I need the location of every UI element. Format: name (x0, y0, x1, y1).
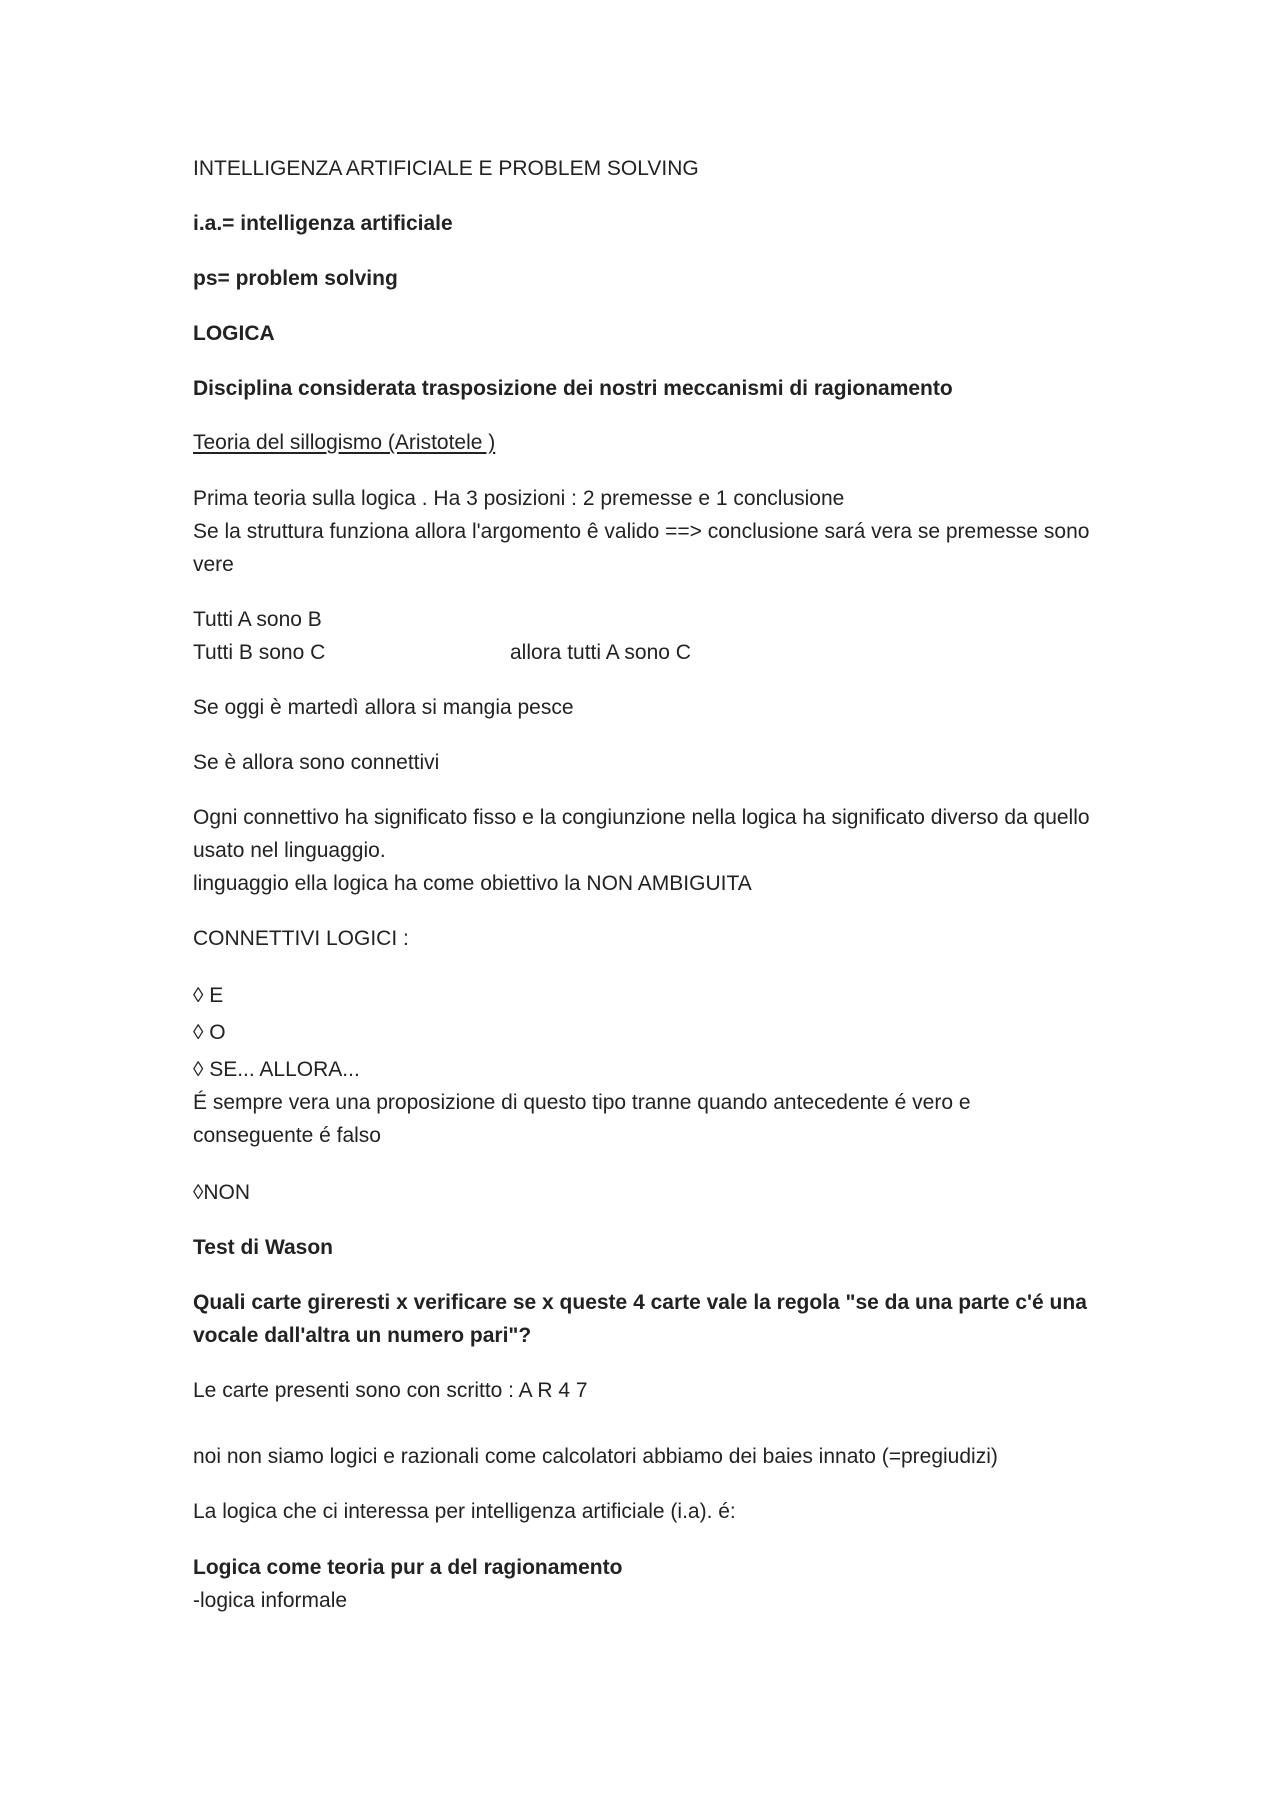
connettivo-paragraph-line-1: Ogni connettivo ha significato fisso e la congiunzione nella logica ha significato diverso da quello (193, 806, 1090, 829)
connettivi-note: Se è allora sono connettivi (193, 751, 440, 774)
wason-question-line-1: Quali carte gireresti x verificare se x queste 4 carte vale la regola "se da una parte c'é una (193, 1291, 1087, 1314)
sillogismo-paragraph-2-line-1: Se la struttura funziona allora l'argomento ê valido ==> conclusione sará vera se premesse sono (193, 520, 1090, 543)
sillogismo-heading: Teoria del sillogismo (Aristotele ) (193, 431, 496, 454)
example-conclusion: allora tutti A sono C (510, 641, 691, 664)
connettivo-item-se-allora: ◊ SE... ALLORA... (193, 1058, 360, 1081)
ia-logica-intro: La logica che ci interessa per intelligenza artificiale (i.a). é: (193, 1500, 736, 1523)
wason-question-line-2: vocale dall'altra un numero pari"? (193, 1324, 532, 1347)
logica-informale: -logica informale (193, 1589, 348, 1612)
document-title: INTELLIGENZA ARTIFICIALE E PROBLEM SOLVING (193, 157, 699, 180)
example-premise-1: Tutti A sono B (193, 608, 322, 631)
logica-description: Disciplina considerata trasposizione dei nostri meccanismi di ragionamento (193, 377, 953, 400)
se-allora-explanation-line-2: conseguente é falso (193, 1124, 381, 1147)
example-premise-2: Tutti B sono C (193, 641, 326, 664)
connettivi-logici-heading: CONNETTIVI LOGICI : (193, 927, 409, 950)
se-allora-explanation-line-1: É sempre vera una proposizione di questo tipo tranne quando antecedente é vero e (193, 1091, 971, 1114)
sillogismo-paragraph-2-line-2: vere (193, 553, 234, 576)
definition-ia: i.a.= intelligenza artificiale (193, 212, 453, 235)
connettivo-item-non: ◊NON (193, 1181, 251, 1204)
connettivo-paragraph-line-2: usato nel linguaggio. (193, 839, 386, 862)
connettivo-item-o: ◊ O (193, 1021, 226, 1044)
logica-teoria-heading: Logica come teoria pur a del ragionamento (193, 1556, 623, 1579)
wason-heading: Test di Wason (193, 1236, 334, 1259)
wason-cards: Le carte presenti sono con scritto : A R 4 7 (193, 1379, 588, 1402)
connettivo-item-e: ◊ E (193, 984, 224, 1007)
definition-ps: ps= problem solving (193, 267, 398, 290)
connettivo-paragraph-line-3: linguaggio ella logica ha come obiettivo la NON AMBIGUITA (193, 872, 752, 895)
logica-heading: LOGICA (193, 322, 275, 345)
example-martedi: Se oggi è martedì allora si mangia pesce (193, 696, 574, 719)
bias-note: noi non siamo logici e razionali come calcolatori abbiamo dei baies innato (=pregiudizi) (193, 1445, 998, 1468)
sillogismo-paragraph-1: Prima teoria sulla logica . Ha 3 posizioni : 2 premesse e 1 conclusione (193, 487, 845, 510)
